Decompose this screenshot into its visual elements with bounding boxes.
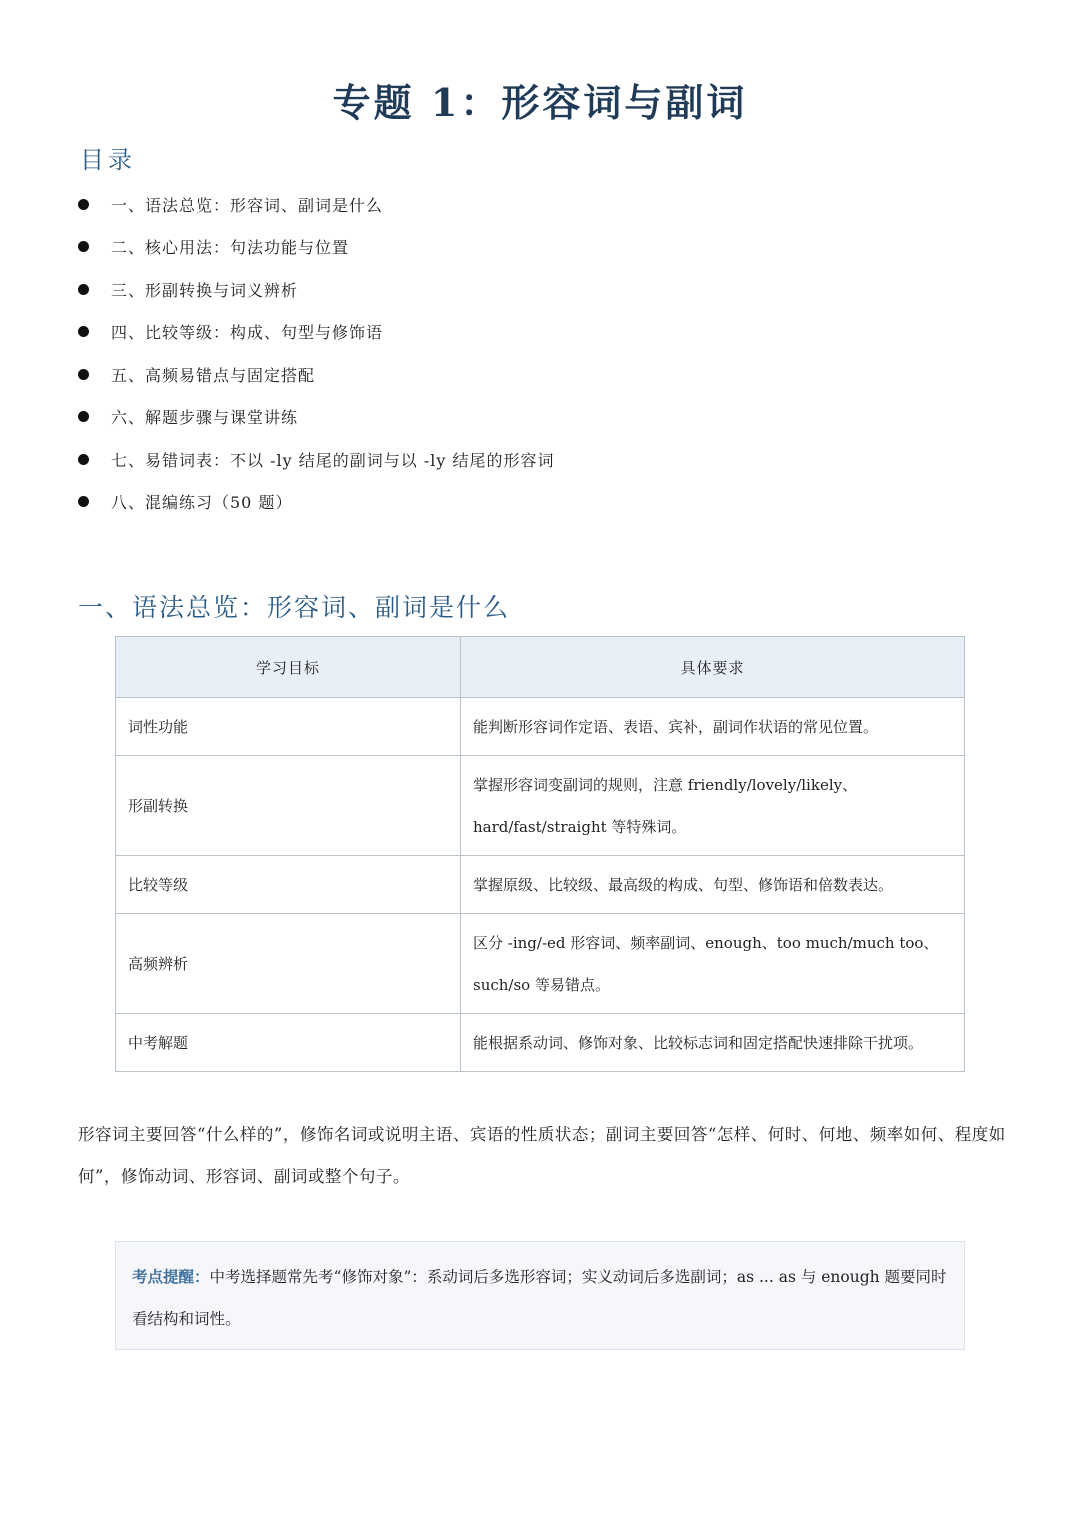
bullet-icon — [78, 454, 89, 465]
toc-item[interactable] — [78, 183, 554, 226]
tip-label: 考点提醒： — [132, 1267, 210, 1286]
table-row — [116, 1014, 965, 1072]
bullet-icon — [78, 284, 89, 295]
toc-item[interactable] — [78, 226, 554, 269]
toc-item[interactable] — [78, 481, 554, 524]
table-row — [116, 698, 965, 756]
table-cell-requirement: 能根据系动词、修饰对象、比较标志词和固定搭配快速排除干扰项。 — [461, 1014, 965, 1072]
table-row — [116, 856, 965, 914]
toc-item[interactable] — [78, 396, 554, 439]
bullet-icon — [78, 241, 89, 252]
toc-item-label: 五、高频易错点与固定搭配 — [111, 365, 316, 385]
table-cell-goal: 形副转换 — [116, 756, 461, 856]
table-header-row — [116, 637, 965, 698]
intro-paragraph: 形容词主要回答“什么样的”，修饰名词或说明主语、宾语的性质状态；副词主要回答“怎样、何时、何地、频率如何、程度如何”，修饰动词、形容词、副词或整个句子。 — [78, 1125, 1006, 1186]
table-cell-goal: 词性功能 — [116, 698, 461, 756]
toc-item[interactable] — [78, 438, 554, 481]
toc-item[interactable] — [78, 311, 554, 354]
bullet-icon — [78, 496, 89, 507]
table-cell-goal: 高频辨析 — [116, 914, 461, 1014]
table-cell-goal: 中考解题 — [116, 1014, 461, 1072]
tip-box — [115, 1241, 965, 1350]
section-heading: 一、语法总览：形容词、副词是什么 — [78, 593, 511, 622]
table-cell-requirement: 区分 -ing/-ed 形容词、频率副词、enough、too much/much too、such/so 等易错点。 — [461, 914, 965, 1014]
toc-item-label: 八、混编练习（50 题） — [111, 493, 293, 513]
toc-list — [78, 183, 554, 523]
toc-item[interactable] — [78, 268, 554, 311]
tip-text: 中考选择题常先考“修饰对象”：系动词后多选形容词；实义动词后多选副词；as ... as 与 enough 题要同时看结构和词性。 — [132, 1268, 947, 1328]
toc-item-label: 三、形副转换与词义辨析 — [111, 280, 299, 300]
toc-item-label: 二、核心用法：句法功能与位置 — [111, 238, 350, 258]
bullet-icon — [78, 199, 89, 210]
table-cell-requirement: 能判断形容词作定语、表语、宾补，副词作状语的常见位置。 — [461, 698, 965, 756]
bullet-icon — [78, 326, 89, 337]
toc-item-label: 四、比较等级：构成、句型与修饰语 — [111, 323, 384, 343]
toc-item-label: 七、易错词表：不以 -ly 结尾的副词与以 -ly 结尾的形容词 — [111, 450, 555, 470]
page-title: 专题 1：形容词与副词 — [332, 80, 748, 125]
column-header-goal: 学习目标 — [116, 637, 461, 698]
table-cell-requirement: 掌握原级、比较级、最高级的构成、句型、修饰语和倍数表达。 — [461, 856, 965, 914]
toc-item-label: 六、解题步骤与课堂讲练 — [111, 408, 299, 428]
table-cell-requirement: 掌握形容词变副词的规则，注意 friendly/lovely/likely、hard/fast/straight 等特殊词。 — [461, 756, 965, 856]
toc-item-label: 一、语法总览：形容词、副词是什么 — [111, 195, 384, 215]
table-row — [116, 756, 965, 856]
table-row — [116, 914, 965, 1014]
bullet-icon — [78, 369, 89, 380]
toc-item[interactable] — [78, 353, 554, 396]
table-cell-goal: 比较等级 — [116, 856, 461, 914]
bullet-icon — [78, 411, 89, 422]
toc-heading: 目录 — [80, 146, 136, 174]
column-header-requirement: 具体要求 — [461, 637, 965, 698]
learning-goals-table — [115, 636, 965, 1072]
